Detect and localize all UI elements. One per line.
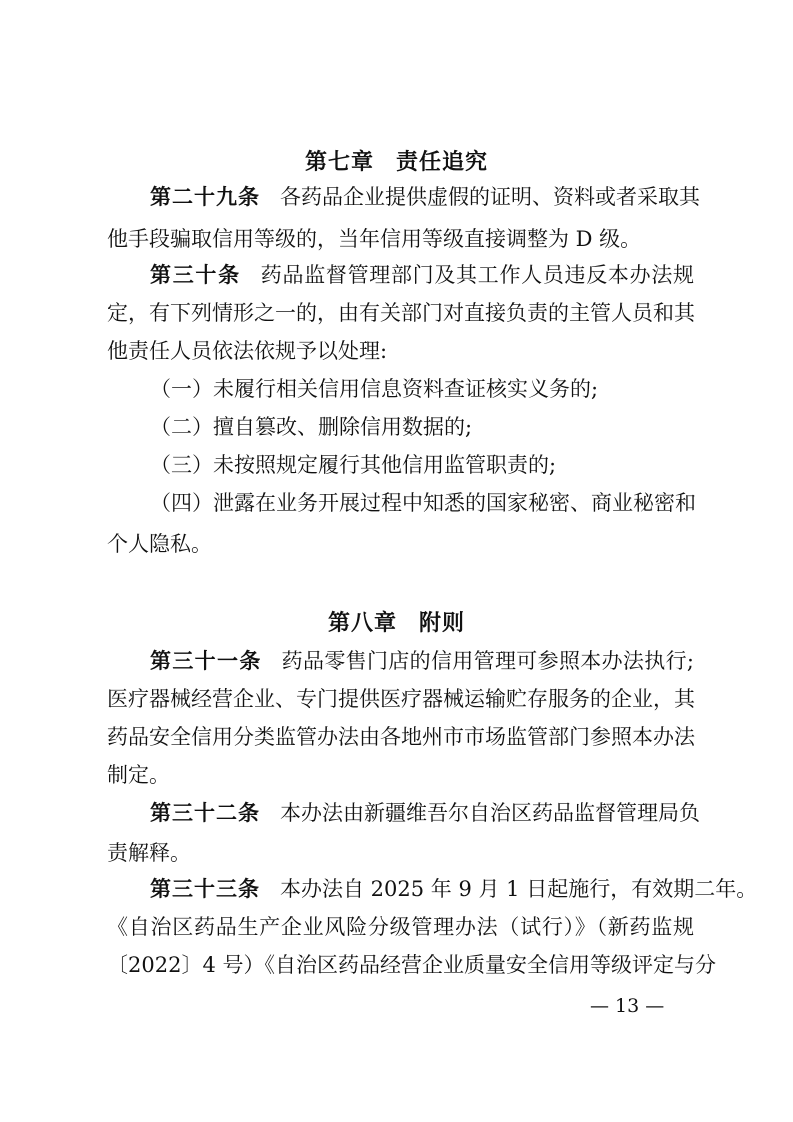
article-31-line-2: 医疗器械经营企业、专门提供医疗器械运输贮存服务的企业，其 <box>107 687 695 711</box>
article-30-item-3: （三）未按照规定履行其他信用监管职责的; <box>150 453 557 477</box>
article-29-label: 第二十九条 <box>150 185 260 209</box>
article-32-line-1 <box>150 798 700 828</box>
article-30-item-2: （二）擅自篡改、删除信用数据的; <box>150 415 473 439</box>
chapter-8-title: 附则 <box>419 611 466 636</box>
article-33-text-1: 本办法自 2025 年 9 月 1 日起施行，有效期二年。 <box>280 877 758 901</box>
article-33-line-1 <box>150 874 758 904</box>
article-30-line-3: 他责任人员依法依规予以处理: <box>107 339 388 363</box>
article-32-text-1: 本办法由新疆维吾尔自治区药品监督管理局负 <box>280 801 700 825</box>
article-31-text-1: 药品零售门店的信用管理可参照本办法执行; <box>281 649 695 673</box>
article-29-line-1 <box>150 182 700 212</box>
article-30-item-4-line-2: 个人隐私。 <box>107 532 212 556</box>
article-29-line-2: 他手段骗取信用等级的，当年信用等级直接调整为 D 级。 <box>107 227 642 251</box>
article-33-label: 第三十三条 <box>150 877 260 901</box>
article-31-line-1 <box>150 646 694 676</box>
article-33-line-2: 《自治区药品生产企业风险分级管理办法（试行）》（新药监规 <box>107 915 694 939</box>
article-32-line-2: 责解释。 <box>107 841 191 865</box>
chapter-7-heading <box>0 145 793 176</box>
chapter-8-number: 第八章 <box>327 611 397 636</box>
article-30-item-1: （一）未履行相关信用信息资料查证核实义务的; <box>150 377 599 401</box>
article-30-label: 第三十条 <box>150 263 241 287</box>
article-30-text-1: 药品监督管理部门及其工作人员违反本办法规 <box>260 263 695 287</box>
chapter-7-number: 第七章 <box>304 150 374 175</box>
article-31-line-4: 制定。 <box>107 763 170 787</box>
article-31-label: 第三十一条 <box>150 649 262 673</box>
page-number: — 13 — <box>590 995 665 1017</box>
article-30-item-4-line-1: （四）泄露在业务开展过程中知悉的国家秘密、商业秘密和 <box>150 491 696 515</box>
chapter-8-heading <box>0 606 793 637</box>
article-33-line-3: 〔2022〕4 号）《自治区药品经营企业质量安全信用等级评定与分 <box>107 953 716 977</box>
article-29-text-1: 各药品企业提供虚假的证明、资料或者采取其 <box>280 185 700 209</box>
article-32-label: 第三十二条 <box>150 801 260 825</box>
article-30-line-2: 定，有下列情形之一的，由有关部门对直接负责的主管人员和其 <box>107 301 695 325</box>
article-31-line-3: 药品安全信用分类监管办法由各地州市市场监管部门参照本办法 <box>107 725 695 749</box>
chapter-7-title: 责任追究 <box>396 150 489 175</box>
article-30-line-1 <box>150 260 694 290</box>
